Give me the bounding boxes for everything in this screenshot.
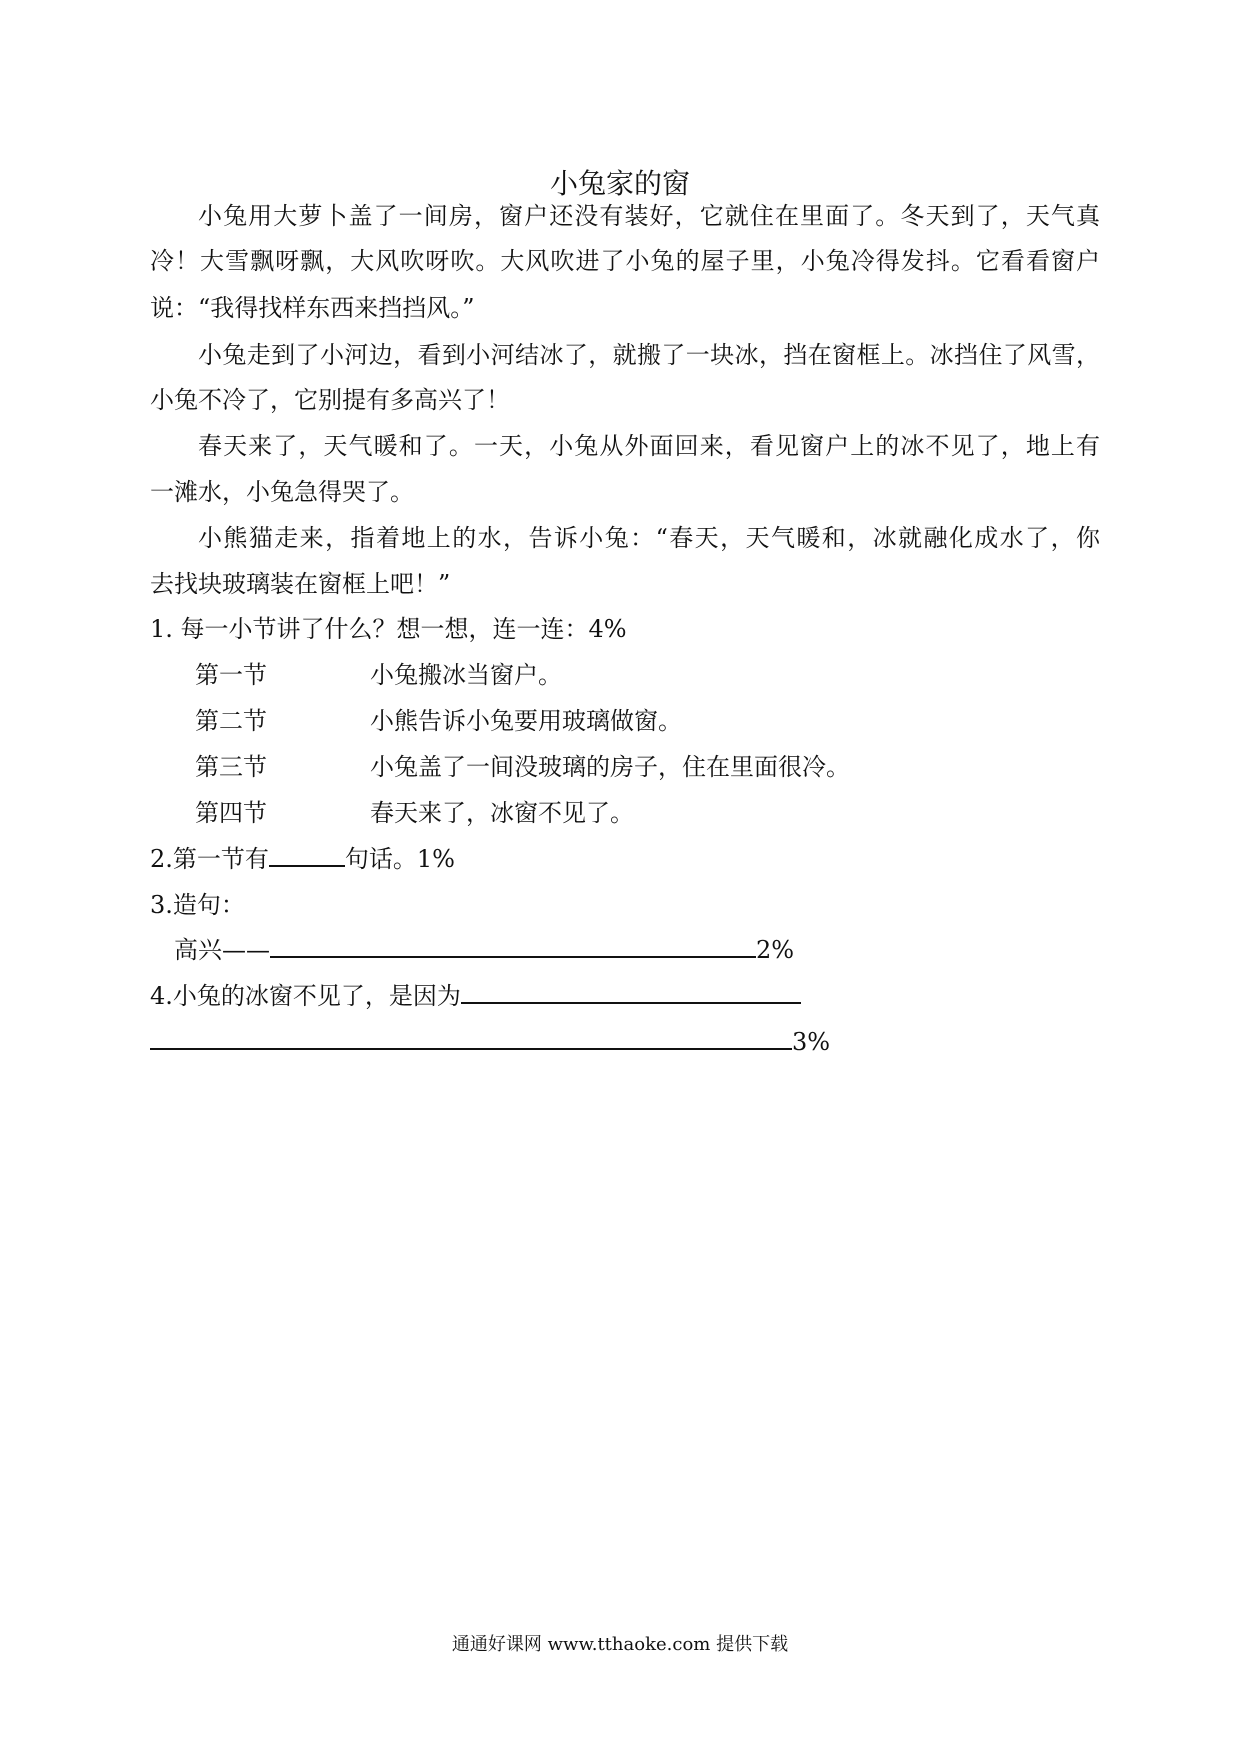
q1-section-4: 第四节: [195, 799, 267, 827]
q1-section-3: 第三节: [195, 753, 267, 781]
story-p2-line1: 小兔走到了小河边，看到小河结冰了，就搬了一块冰，挡在窗框上。冰挡住了风雪，: [198, 341, 1100, 369]
q2-line: [150, 841, 455, 877]
q1-summary-2: 小熊告诉小兔要用玻璃做窗。: [370, 707, 682, 735]
story-p3-line1: 春天来了，天气暖和了。一天，小兔从外面回来，看见窗户上的冰不见了，地上有: [198, 432, 1100, 460]
q4-line2: [150, 1024, 830, 1060]
q1-section-2: 第二节: [195, 707, 267, 735]
q2-answer-blank[interactable]: [269, 843, 345, 867]
story-p1-line1: 小兔用大萝卜盖了一间房，窗户还没有装好，它就住在里面了。冬天到了，天气真: [198, 202, 1100, 230]
page-footer: 通通好课网 www.tthaoke.com 提供下载: [451, 1634, 789, 1655]
q3-line: [174, 932, 794, 968]
q4-prompt: 4.小兔的冰窗不见了，是因为: [150, 982, 461, 1010]
page-title: 小兔家的窗: [549, 167, 690, 200]
q1-summary-3: 小兔盖了一间没玻璃的房子，住在里面很冷。: [370, 753, 850, 781]
q3-answer-blank[interactable]: [270, 934, 756, 958]
q1-summary-4: 春天来了，冰窗不见了。: [370, 799, 634, 827]
q4-answer-blank-1[interactable]: [461, 980, 801, 1004]
story-p1-line2: 冷！大雪飘呀飘，大风吹呀吹。大风吹进了小兔的屋子里，小兔冷得发抖。它看看窗户: [150, 247, 1100, 275]
q3-prompt: 3.造句：: [150, 891, 245, 919]
story-p4-line1: 小熊猫走来，指着地上的水，告诉小兔：“春天，天气暖和，冰就融化成水了，你: [198, 524, 1100, 552]
story-p1-line3: 说：“我得找样东西来挡挡风。”: [150, 294, 475, 322]
q1-summary-1: 小兔搬冰当窗户。: [370, 661, 562, 689]
story-p4-line2: 去找块玻璃装在窗框上吧！”: [150, 570, 451, 598]
q4-line: [150, 978, 801, 1014]
q3-word: 高兴——: [174, 936, 270, 964]
q4-answer-blank-2[interactable]: [150, 1026, 792, 1050]
story-p2-line2: 小兔不冷了，它别提有多高兴了！: [150, 386, 510, 414]
q4-score: 3%: [792, 1028, 831, 1056]
q1-prompt: 1. 每一小节讲了什么？想一想，连一连：4%: [150, 615, 627, 643]
q2-prompt-before: 2.第一节有: [150, 845, 269, 873]
q1-section-1: 第一节: [195, 661, 267, 689]
q3-score: 2%: [756, 936, 795, 964]
q2-prompt-after: 句话。1%: [344, 845, 455, 873]
story-p3-line2: 一滩水，小兔急得哭了。: [150, 478, 414, 506]
